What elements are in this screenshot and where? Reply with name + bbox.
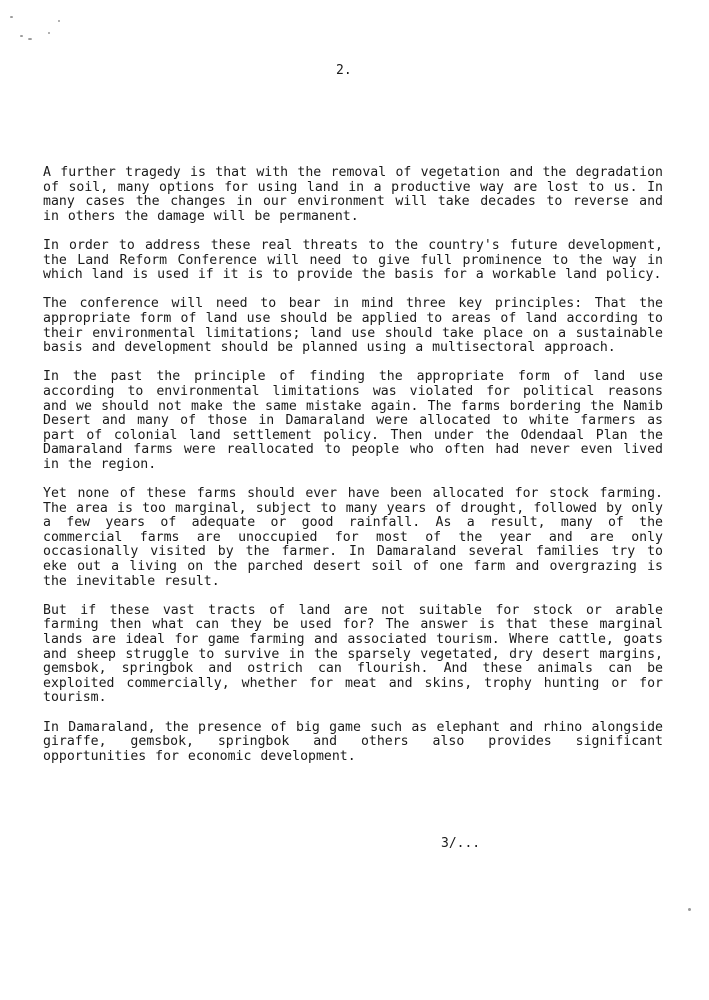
- scan-speck: [58, 20, 60, 22]
- continuation-marker: 3/...: [441, 836, 481, 851]
- scan-speck: [20, 35, 23, 37]
- paragraph-damaraland: In Damaraland, the presence of big game such as elephant and rhino alongside giraffe, gemsbok, springbok and others also provides significant opportunities for economic development.: [43, 719, 663, 764]
- scan-speck: [48, 32, 50, 34]
- paragraph-principles: The conference will need to bear in mind three key principles: That the appropriate form of land use should be applied to areas of land according to their environmental limitations; land use should take place on a sustainable basis and development should be planned using a multisectoral approach.: [43, 296, 663, 356]
- paragraph-game-farming: But if these vast tracts of land are not suitable for stock or arable farming then what can they be used for? The answer is that these marginal lands are ideal for game farming and associated tourism. Where cattle, goats and sheep struggle to survive in the sparsely vegetated, dry desert margins, gemsbok, springbok and ostrich can flourish. And these animals can be exploited commercially, whether for meat and skins, trophy hunting or for tourism.: [43, 602, 663, 706]
- scan-speck: [688, 908, 691, 911]
- paragraph-tragedy: A further tragedy is that with the removal of vegetation and the degradation of soil, many options for using land in a productive way are lost to us. In many cases the changes in our environment will take decades to reverse and in others the damage will be permanent.: [43, 165, 663, 224]
- document-body: [43, 166, 663, 779]
- paragraph-stock-farming: Yet none of these farms should ever have been allocated for stock farming. The area is too marginal, subject to many years of drought, followed by only a few years of adequate or good rainfall. As a result, many of the commercial farms are unoccupied for most of the year and are only occasionally visited by the farmer. In Damaraland several families try to eke out a living on the parched desert soil of one farm and overgrazing is the inevitable result.: [43, 486, 663, 589]
- scan-speck: [28, 38, 32, 40]
- page-number: 2.: [336, 63, 352, 78]
- paragraph-past: In the past the principle of finding the appropriate form of land use according to environmental limitations was violated for political reasons and we should not make the same mistake again. The farms bordering the Namib Desert and many of those in Damaraland were allocated to white farmers as part of colonial land settlement policy. Then under the Odendaal Plan the Damaraland farms were reallocated to people who often had never even lived in the region.: [43, 369, 663, 472]
- scan-speck: [10, 16, 13, 18]
- paragraph-threats: In order to address these real threats to the country's future development, the Land Reform Conference will need to give full prominence to the way in which land is used if it is to provide the basis for a workable land policy.: [43, 237, 663, 283]
